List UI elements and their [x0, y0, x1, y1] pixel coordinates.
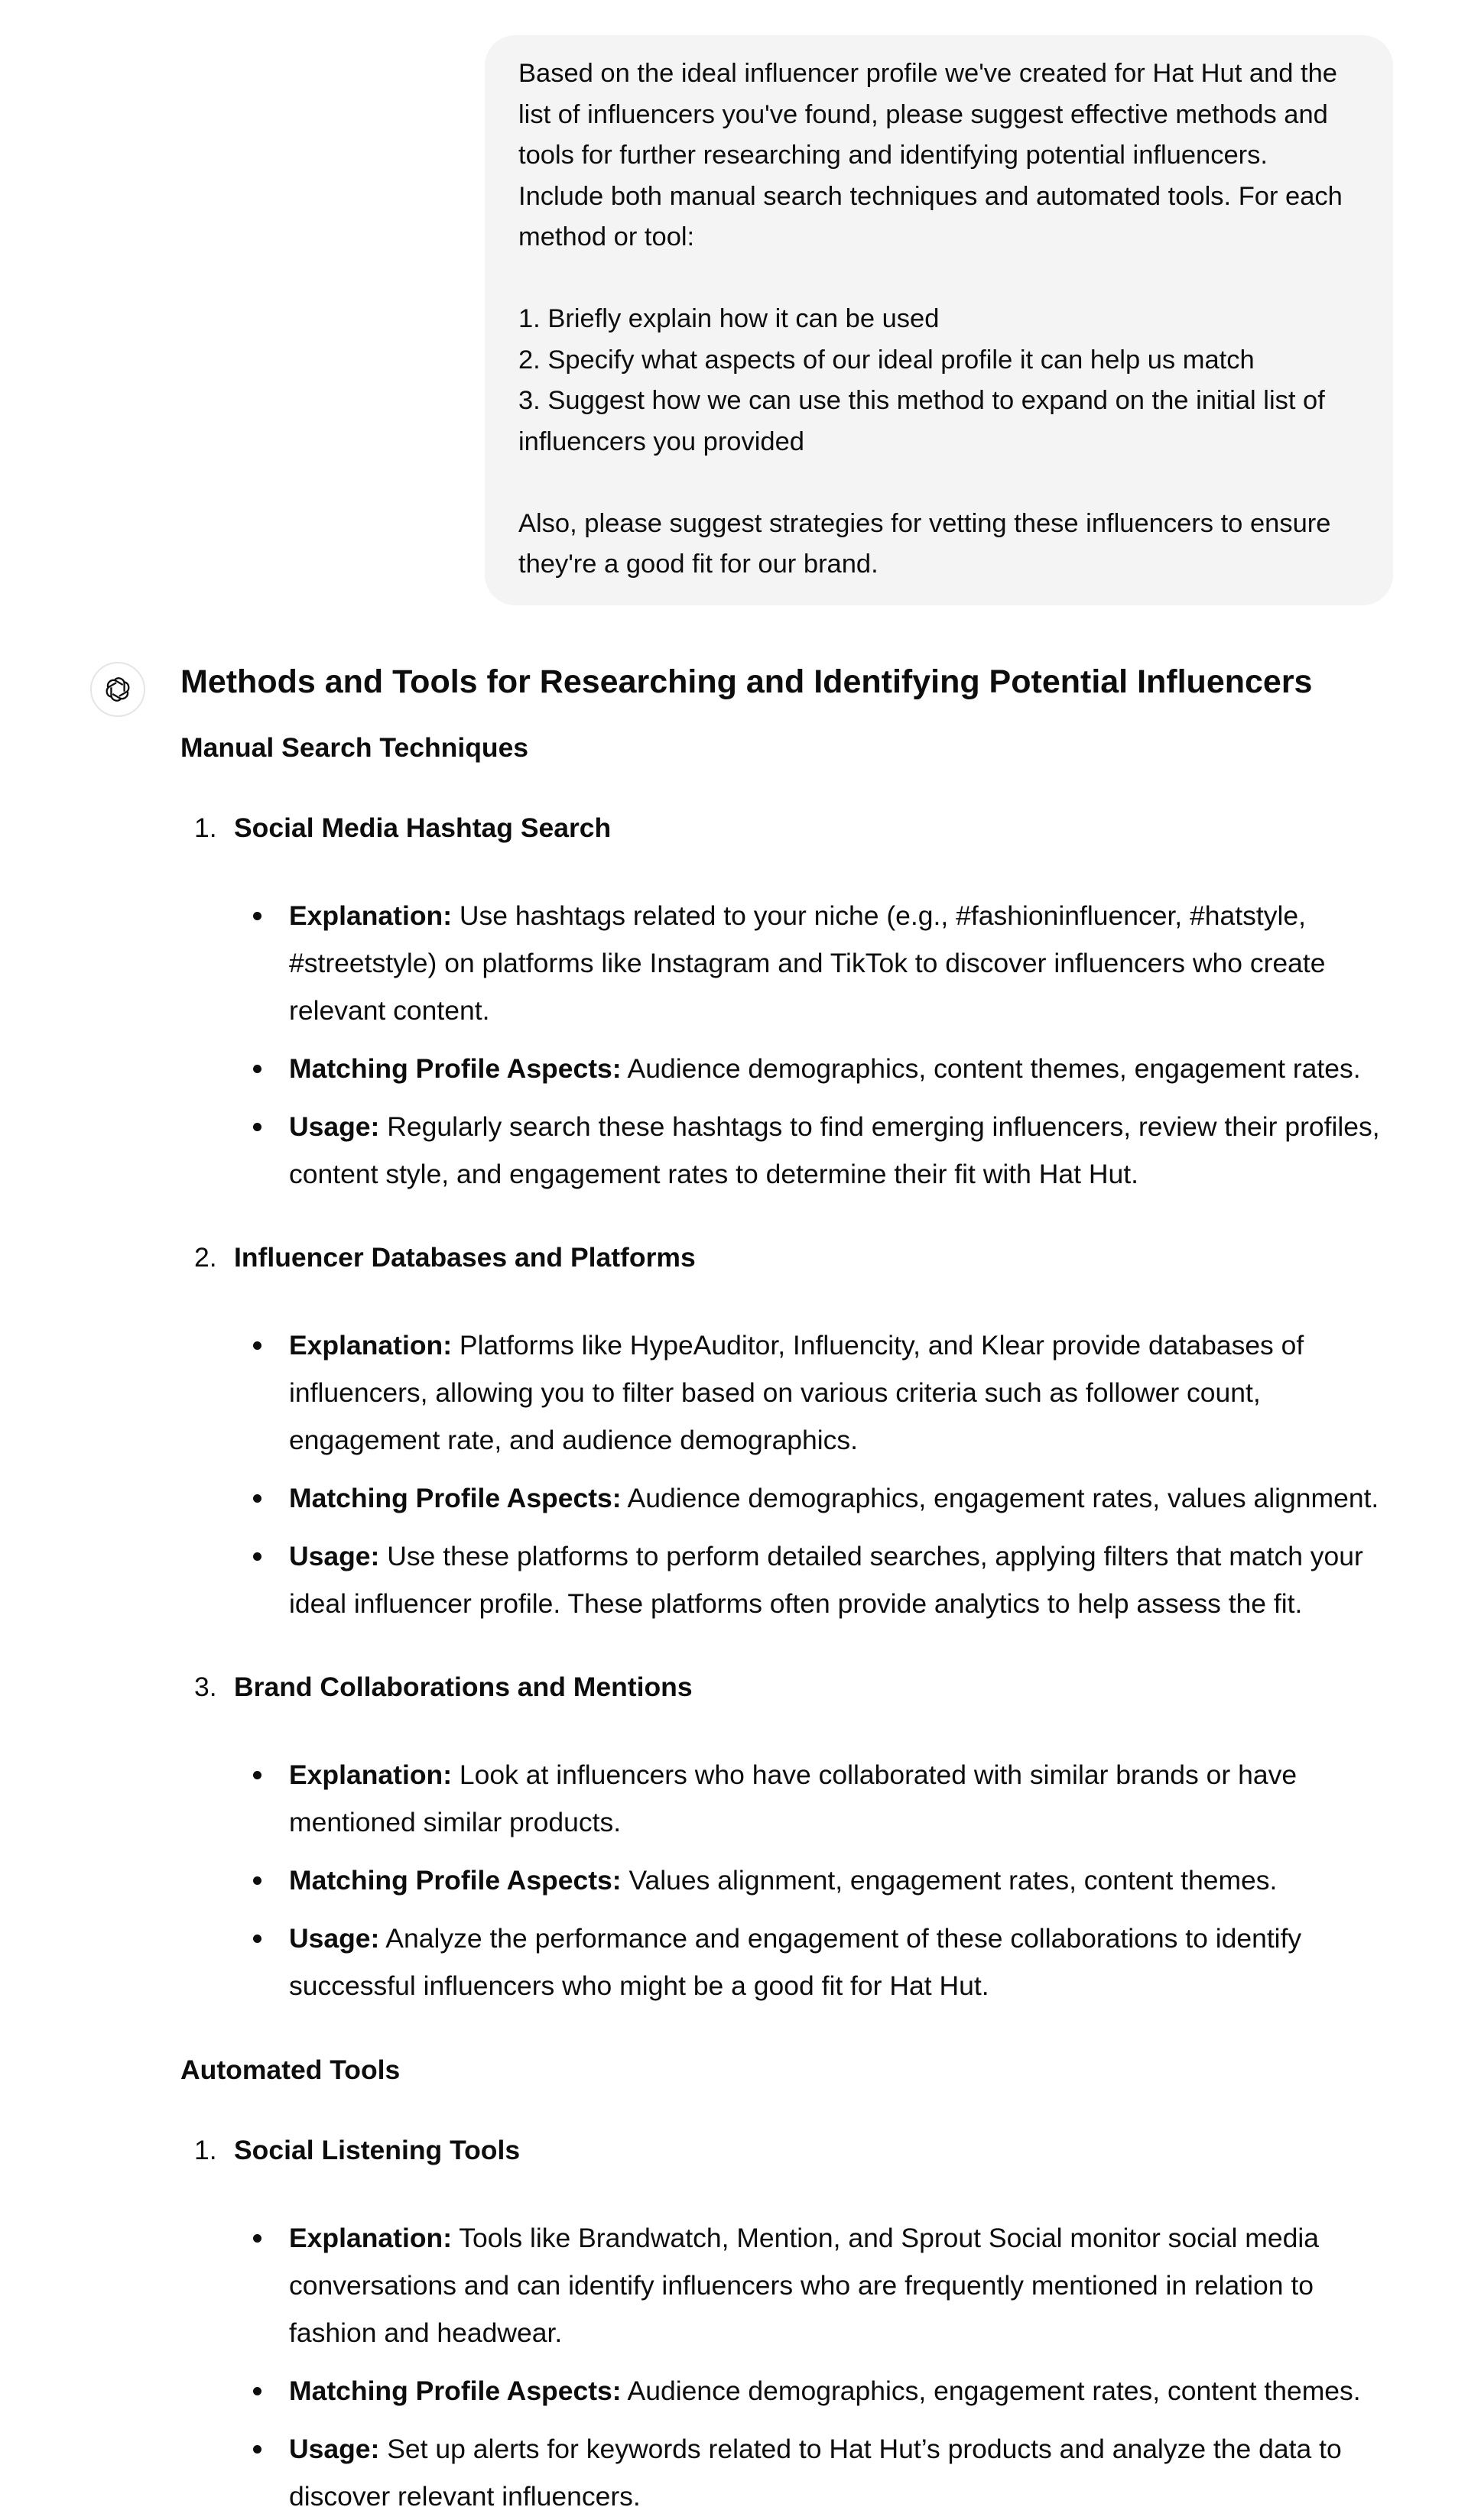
bullet-text: ideal influencer profile. These platforms often provide analytics to help assess the fit.: [289, 1588, 1303, 1619]
bullet-point: [180, 1045, 1404, 1092]
method-title: Social Media Hashtag Search: [234, 812, 612, 843]
bullet-text: relevant content.: [289, 995, 490, 1026]
section-heading: Manual Search Techniques: [180, 732, 529, 763]
bullet-point: [180, 1103, 1404, 1198]
response-title: Methods and Tools for Researching and Identifying Potential Influencers: [180, 663, 1313, 700]
user-message-line: 2. Specify what aspects of our ideal profile it can help us match: [518, 345, 1255, 375]
spacer: [180, 1702, 1404, 1751]
bullet-text: Tools like Brandwatch, Mention, and Sprout Social monitor social media: [452, 2223, 1319, 2253]
bullet-label: Matching Profile Aspects:: [289, 1053, 622, 1084]
user-message-line: Include both manual search techniques and automated tools. For each: [518, 181, 1343, 211]
blank-line: [518, 462, 1359, 504]
bullet-text: Look at influencers who have collaborated with similar brands or have: [452, 1759, 1297, 1790]
method-number: 1.: [194, 812, 217, 843]
bullet-text: Platforms like HypeAuditor, Influencity, and Klear provide databases of: [452, 1330, 1304, 1361]
method-number: 2.: [194, 1242, 217, 1273]
bullet-label: Explanation:: [289, 1759, 453, 1790]
user-message-line: 1. Briefly explain how it can be used: [518, 304, 940, 333]
bullet-text: #streetstyle) on platforms like Instagram and TikTok to discover influencers who create: [289, 948, 1326, 978]
blank-line: [518, 258, 1359, 300]
bullet-point: [180, 1532, 1404, 1627]
bullet-point: [180, 2214, 1404, 2356]
method-title: Brand Collaborations and Mentions: [234, 1672, 693, 1702]
bullet-text: Use these platforms to perform detailed searches, applying filters that match your: [379, 1541, 1363, 1571]
bullet-text: content style, and engagement rates to determine their fit with Hat Hut.: [289, 1159, 1138, 1189]
bullet-text: Set up alerts for keywords related to Hat Hut’s products and analyze the data to: [379, 2434, 1342, 2464]
method-item: [180, 1242, 1404, 1273]
assistant-message: [180, 659, 1404, 2520]
bullet-text: engagement rate, and audience demographics.: [289, 1425, 859, 1455]
bullet-text: Audience demographics, content themes, engagement rates.: [621, 1053, 1361, 1084]
bullet-text: Audience demographics, engagement rates, values alignment.: [621, 1483, 1379, 1513]
bullet-point: [180, 1857, 1404, 1904]
bullet-point: [180, 1915, 1404, 2009]
method-bullet-list: [180, 1751, 1404, 2009]
bullet-label: Usage:: [289, 2434, 380, 2464]
openai-logo-icon: [102, 673, 134, 705]
user-message-line: they're a good fit for our brand.: [518, 550, 879, 579]
bullet-point: [180, 1474, 1404, 1522]
bullet-text: Values alignment, engagement rates, content themes.: [621, 1865, 1278, 1896]
spacer: [180, 1273, 1404, 1322]
spacer: [180, 1627, 1404, 1672]
bullet-label: Usage:: [289, 1923, 380, 1954]
bullet-point: [180, 2367, 1404, 2415]
method-number: 1.: [194, 2135, 217, 2165]
bullet-point: [180, 892, 1404, 1034]
method-number: 3.: [194, 1672, 217, 1702]
spacer: [180, 843, 1404, 892]
bullet-label: Explanation:: [289, 900, 453, 931]
bullet-label: Explanation:: [289, 2223, 453, 2253]
bullet-text: Use hashtags related to your niche (e.g., #fashioninfluencer, #hatstyle,: [452, 900, 1306, 931]
bullet-text: successful influencers who might be a good fit for Hat Hut.: [289, 1970, 989, 2001]
bullet-text: discover relevant influencers.: [289, 2481, 641, 2512]
section-heading: Automated Tools: [180, 2055, 401, 2085]
spacer: [180, 2165, 1404, 2214]
bullet-label: Explanation:: [289, 1330, 453, 1361]
bullet-text: conversations and can identify influencers who are frequently mentioned in relation to: [289, 2270, 1314, 2301]
bullet-text: influencers, allowing you to filter based on various criteria such as follower count,: [289, 1377, 1261, 1408]
bullet-text: Regularly search these hashtags to find emerging influencers, review their profiles,: [379, 1111, 1380, 1142]
bullet-point: [180, 1322, 1404, 1464]
user-message-line: tools for further researching and identifying potential influencers.: [518, 141, 1268, 170]
bullet-label: Usage:: [289, 1111, 380, 1142]
spacer: [180, 1198, 1404, 1242]
user-message-line: Also, please suggest strategies for vetting these influencers to ensure: [518, 508, 1331, 538]
method-title: Social Listening Tools: [234, 2135, 521, 2165]
bullet-label: Matching Profile Aspects:: [289, 2376, 622, 2406]
bullet-text: Analyze the performance and engagement of these collaborations to identify: [379, 1923, 1302, 1954]
user-message-line: influencers you provided: [518, 426, 804, 456]
method-bullet-list: [180, 2214, 1404, 2520]
method-bullet-list: [180, 1322, 1404, 1627]
bullet-label: Matching Profile Aspects:: [289, 1865, 622, 1896]
user-message-line: 3. Suggest how we can use this method to expand on the initial list of: [518, 386, 1325, 415]
method-item: [180, 1672, 1404, 1702]
bullet-label: Matching Profile Aspects:: [289, 1483, 622, 1513]
spacer: [180, 2009, 1404, 2055]
bullet-text: Audience demographics, engagement rates, content themes.: [621, 2376, 1361, 2406]
spacer: [180, 763, 1404, 812]
user-message-line: list of influencers you've found, please suggest effective methods and: [518, 99, 1328, 129]
user-message-bubble: [485, 35, 1393, 605]
method-item: [180, 812, 1404, 843]
assistant-avatar: [90, 662, 145, 717]
spacer: [180, 2085, 1404, 2135]
bullet-point: [180, 1751, 1404, 1846]
response-body: [180, 732, 1404, 2520]
method-title: Influencer Databases and Platforms: [234, 1242, 696, 1273]
method-bullet-list: [180, 892, 1404, 1198]
bullet-label: Usage:: [289, 1541, 380, 1571]
bullet-point: [180, 2425, 1404, 2520]
method-item: [180, 2135, 1404, 2165]
user-message-line: Based on the ideal influencer profile we've created for Hat Hut and the: [518, 59, 1337, 88]
user-message-line: method or tool:: [518, 222, 695, 251]
bullet-text: mentioned similar products.: [289, 1807, 622, 1837]
bullet-text: fashion and headwear.: [289, 2317, 563, 2348]
